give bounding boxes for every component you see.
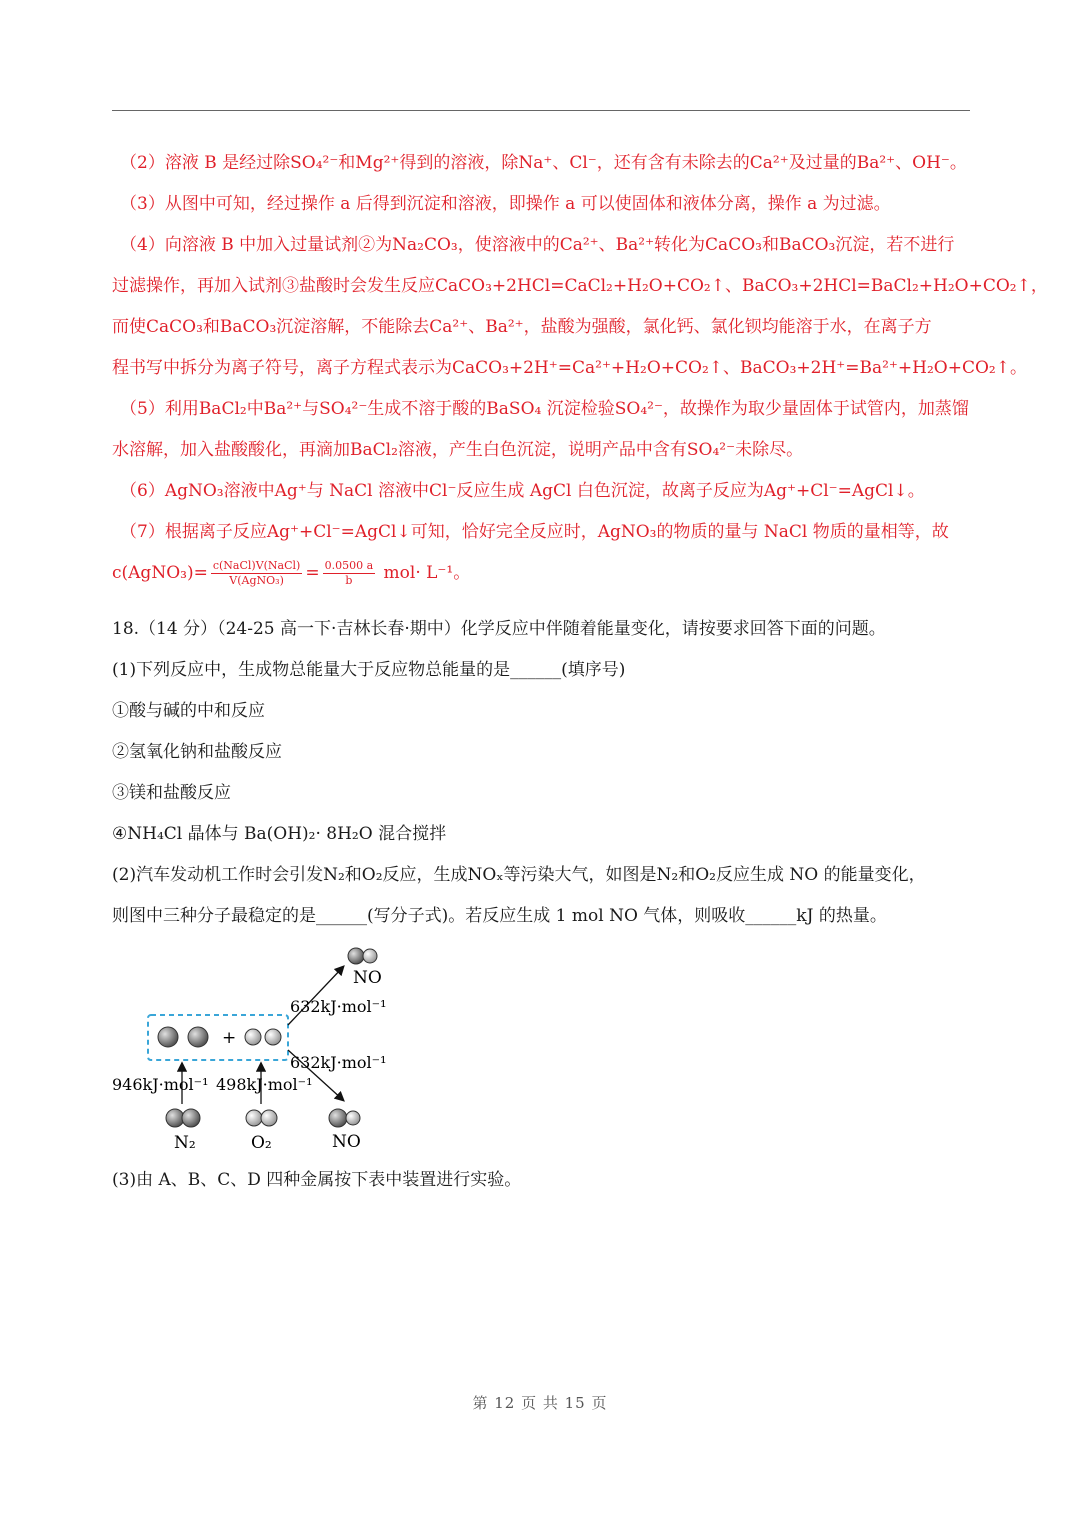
formula-prefix: c(AgNO₃)=	[112, 563, 208, 583]
question-part2-line1: (2)汽车发动机工作时会引发N₂和O₂反应，生成NOₓ等污染大气，如图是N₂和O₂反应生成 NO 的能量变化，	[112, 865, 926, 885]
o-atom-1	[245, 1029, 261, 1045]
no-molecule-bottom	[329, 1109, 360, 1127]
answer-4-line1: （4）向溶液 B 中加入过量试剂②为Na₂CO₃，使溶液中的Ca²⁺、Ba²⁺转化为CaCO₃和BaCO₃沉淀，若不进行	[120, 235, 955, 255]
answer-4-line4: 程书写中拆分为离子符号，离子方程式表示为CaCO₃+2H⁺=Ca²⁺+H₂O+CO₂↑、BaCO₃+2H⁺=Ba²⁺+H₂O+CO₂↑。	[112, 358, 1027, 378]
question-title: 18.（14 分）（24-25 高一下·吉林长春·期中）化学反应中伴随着能量变化，请按要求回答下面的问题。	[112, 619, 886, 639]
fraction-denominator-2: b	[345, 574, 353, 587]
question-part3: (3)由 A、B、C、D 四种金属按下表中装置进行实验。	[112, 1170, 522, 1190]
option-2: ②氢氧化钠和盐酸反应	[112, 742, 282, 762]
no-molecule-top	[348, 948, 377, 964]
o-atom-2	[265, 1029, 281, 1045]
energy-n2: 946kJ·mol⁻¹	[112, 1075, 209, 1094]
answer-3: （3）从图中可知，经过操作 a 后得到沉淀和溶液，即操作 a 可以使固体和液体分离，操作 a 为过滤。	[120, 194, 891, 214]
energy-diagram-svg	[108, 940, 408, 1160]
fraction-volume	[211, 559, 303, 588]
energy-o2: 498kJ·mol⁻¹	[216, 1075, 313, 1094]
answer-block	[112, 143, 1048, 594]
label-no-top: NO	[353, 968, 382, 988]
option-3: ③镁和盐酸反应	[112, 783, 231, 803]
question-part1: (1)下列反应中，生成物总能量大于反应物总能量的是______(填序号)	[112, 660, 626, 680]
fraction-numerator: c(NaCl)V(NaCl)	[212, 559, 301, 572]
page-footer: 第 12 页 共 15 页	[472, 1394, 608, 1412]
header-rule	[112, 110, 970, 111]
label-no-bottom: NO	[332, 1132, 361, 1152]
n2-molecule	[166, 1109, 200, 1127]
arrow-to-no-top	[288, 967, 343, 1025]
formula-equals: =	[305, 563, 320, 583]
n-atom-2	[188, 1027, 208, 1047]
energy-diagram	[108, 940, 408, 1160]
answer-7-formula	[112, 553, 972, 594]
fraction-numerator-2: 0.0500 a	[324, 559, 374, 572]
formula-unit: mol· L⁻¹。	[383, 563, 471, 583]
answer-7-line1: （7）根据离子反应Ag⁺+Cl⁻=AgCl↓可知，恰好完全反应时，AgNO₃的物质的量与 NaCl 物质的量相等，故	[120, 522, 949, 542]
fraction-denominator: V(AgNO₃)	[229, 574, 284, 587]
answer-4-line2: 过滤操作，再加入试剂③盐酸时会发生反应CaCO₃+2HCl=CaCl₂+H₂O+CO₂↑、BaCO₃+2HCl=BaCl₂+H₂O+CO₂↑，	[112, 276, 1048, 296]
question-part2-line2: 则图中三种分子最稳定的是______(写分子式)。若反应生成 1 mol NO 气体，则吸收______kJ 的热量。	[112, 906, 887, 926]
answer-2: （2）溶液 B 是经过除SO₄²⁻和Mg²⁺得到的溶液，除Na⁺、Cl⁻，还有含有未除去的Ca²⁺及过量的Ba²⁺、OH⁻。	[120, 153, 967, 173]
o2-molecule	[246, 1110, 277, 1126]
question-block	[112, 609, 972, 937]
answer-4-line3: 而使CaCO₃和BaCO₃沉淀溶解，不能除去Ca²⁺、Ba²⁺，盐酸为强酸，氯化钙、氯化钡均能溶于水，在离子方	[112, 317, 932, 337]
answer-5-line2: 水溶解，加入盐酸酸化，再滴加BaCl₂溶液，产生白色沉淀，说明产品中含有SO₄²⁻未除尽。	[112, 440, 804, 460]
question-part3-block	[112, 1160, 972, 1201]
answer-6: （6）AgNO₃溶液中Ag⁺与 NaCl 溶液中Cl⁻反应生成 AgCl 白色沉淀，故离子反应为Ag⁺+Cl⁻=AgCl↓。	[120, 481, 925, 501]
option-1: ①酸与碱的中和反应	[112, 701, 265, 721]
answer-5-line1: （5）利用BaCl₂中Ba²⁺与SO₄²⁻生成不溶于酸的BaSO₄ 沉淀检验SO₄²⁻，故操作为取少量固体于试管内，加蒸馏	[120, 399, 969, 419]
plus-sign: +	[222, 1028, 237, 1048]
energy-no-top: 632kJ·mol⁻¹	[290, 997, 387, 1016]
label-n2: N₂	[174, 1133, 196, 1153]
energy-no-bottom: 632kJ·mol⁻¹	[290, 1053, 387, 1072]
n-atom-1	[158, 1027, 178, 1047]
option-4: ④NH₄Cl 晶体与 Ba(OH)₂· 8H₂O 混合搅拌	[112, 824, 447, 844]
fraction-value	[323, 559, 376, 588]
label-o2: O₂	[251, 1133, 272, 1153]
